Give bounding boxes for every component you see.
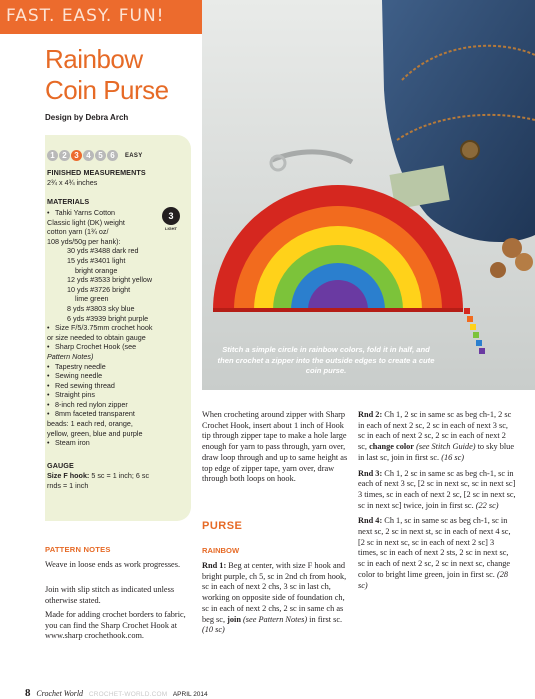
purse-heading: PURSE: [202, 520, 243, 532]
materials-heading: MATERIALS: [47, 197, 90, 206]
title-line-1: Rainbow: [45, 44, 143, 74]
skill-dot-5: 5: [95, 150, 106, 161]
round-1-count: (10 sc): [202, 625, 225, 635]
materials-item: • Steam iron: [47, 438, 187, 448]
materials-item: • 8mm faceted transparent: [47, 409, 187, 419]
product-photo: [202, 0, 535, 390]
magazine-name: Crochet World: [36, 689, 84, 698]
materials-item: or size needed to obtain gauge: [47, 332, 146, 342]
gauge-heading: GAUGE: [47, 461, 74, 470]
materials-item: 30 yds #3488 dark red: [67, 246, 139, 256]
skill-dot-6: 6: [107, 150, 118, 161]
round-1: [202, 561, 352, 636]
pattern-notes-heading: PATTERN NOTES: [45, 545, 111, 554]
page-footer: [25, 687, 208, 699]
round-3-count: (22 sc): [475, 500, 499, 510]
round-2-end: to sky blue in last sc, join in first sc.: [358, 442, 515, 462]
magazine-url: CROCHET-WORLD.COM: [88, 691, 168, 698]
materials-item: 10 yds #3726 bright: [67, 284, 131, 294]
yarn-weight-icon: 3: [162, 207, 180, 225]
materials-item: lime green: [75, 294, 109, 304]
materials-item: bright orange: [75, 265, 118, 275]
skill-dot-4: 4: [83, 150, 94, 161]
finished-measurements-heading: FINISHED MEASUREMENTS: [47, 168, 146, 177]
rainbow-subheading: RAINBOW: [202, 546, 240, 555]
materials-item: • Tapestry needle: [47, 362, 187, 372]
materials-item: • Red sewing thread: [47, 381, 187, 391]
header-banner: [0, 0, 202, 34]
page-title: [45, 44, 195, 106]
skill-dot-2: 2: [59, 150, 70, 161]
sharp-hook-instructions: When crocheting around zipper with Sharp Crochet Hook, insert about 1 inch of Hook tip through zipper tape to make a hole large enough for yarn to pass through, yarn over, draw loop through and up to same height as top edge of zipper tape, yarn over, draw through both loops on hook.: [202, 410, 348, 484]
materials-item: 12 yds #3533 bright yellow: [67, 275, 153, 285]
header-tagline: FAST. EASY. FUN!: [6, 6, 165, 26]
page-number: 8: [25, 687, 31, 699]
jeans-button: [461, 141, 479, 159]
gauge-text: [47, 471, 187, 480]
gauge-hook-label: Size F hook:: [47, 471, 90, 480]
materials-item: • Tahki Yarns Cotton: [47, 208, 187, 218]
photo-caption: Stitch a simple circle in rainbow colors, fold it in half, and then crochet a zipper into the outside edges to create a cute coin purse.: [217, 345, 435, 375]
round-3: [358, 469, 516, 512]
materials-item: • Straight pins: [47, 390, 187, 400]
coin-purse-photo-illustration: [202, 0, 535, 390]
materials-item: 6 yds #3939 bright purple: [67, 313, 149, 323]
round-1-label: Rnd 1:: [202, 561, 227, 570]
yarn-weight-label: LIGHT: [165, 226, 177, 231]
round-2: [358, 410, 516, 464]
skill-level-label: EASY: [125, 152, 143, 159]
materials-item: • Sewing needle: [47, 371, 187, 381]
round-4-label: Rnd 4:: [358, 516, 383, 526]
round-4: [358, 516, 516, 591]
skill-level-indicator: [47, 150, 143, 161]
round-1-end: in first sc.: [307, 614, 343, 624]
materials-item: 8 yds #3803 sky blue: [67, 303, 135, 313]
round-2-note: (see Stitch Guide): [414, 442, 476, 452]
skill-dot-1: 1: [47, 150, 58, 161]
round-3-label: Rnd 3:: [358, 468, 383, 478]
pattern-note-1: Weave in loose ends as work progresses.: [45, 560, 181, 569]
round-2-label: Rnd 2:: [358, 410, 383, 419]
round-2-count: (16 sc): [441, 452, 465, 462]
materials-item: 108 yds/50g per hank):: [47, 236, 121, 246]
gauge-value: 5 sc = 1 inch; 6 sc: [91, 471, 150, 480]
issue-date: APRIL 2014: [172, 691, 208, 698]
round-2-text: Ch 1, 2 sc in same sc as beg ch-1, 2 sc in each of next 2 sc, 2 sc in each of next 3 sc, sc in each of next 2 sc, 2 sc in each of next 2 sc,: [358, 410, 512, 452]
round-1-join: join: [227, 614, 241, 624]
materials-item: cotton yarn (1¾ oz/: [47, 227, 109, 237]
materials-item: Classic light (DK) weight: [47, 217, 125, 227]
materials-item: • Size F/5/3.75mm crochet hook: [47, 323, 187, 333]
materials-item: Pattern Notes): [47, 351, 94, 361]
round-1-text: Beg at center, with size F hook and bright purple, ch 5, sc in 2nd ch from hook, sc in each of next 2 chs, 3 sc in last ch, working on opposite side of foundation ch, sc in each of next 2 chs, 2 sc in same ch as beg sc,: [202, 561, 347, 624]
materials-item: • 8-inch red nylon zipper: [47, 400, 187, 410]
round-3-text: Ch 1, 2 sc in same sc as beg ch-1, sc in each of next 3 sc, [2 sc in next sc, sc in next sc] 3 times, sc in each of next 2 sc, [2 sc in next sc, sc in next sc] twice, join in first sc.: [358, 468, 516, 510]
finished-measurements-value: 2¾ x 4¾ inches: [47, 178, 98, 187]
title-line-2: Coin Purse: [45, 75, 169, 105]
round-1-note: (see Pattern Notes): [240, 614, 308, 624]
gauge-value-2: rnds = 1 inch: [47, 481, 89, 490]
materials-item: beads: 1 each red, orange,: [47, 419, 133, 429]
materials-item: 15 yds #3401 light: [67, 255, 126, 265]
designer-byline: Design by Debra Arch: [45, 113, 129, 122]
round-4-count: (28 sc): [358, 569, 509, 590]
pattern-note-3: Made for adding crochet borders to fabric, you can find the Sharp Crochet Hook at www.sharp crochethook.com.: [45, 610, 186, 641]
pattern-note-2: Join with slip stitch as indicated unless otherwise stated.: [45, 585, 175, 605]
materials-item: yellow, green, blue and purple: [47, 428, 143, 438]
round-4-text: Ch 1, sc in same sc as beg ch-1, sc in next sc, 2 sc in next st, sc in each of next 4 sc, [2 sc in next sc, sc in each of next 2 sc] 3 times, sc in each of next 2 sts, 2 sc in next sc, sc in each of next 2 sc, 2 sc in next sc, change color to bright lime green, join in first sc.: [358, 516, 511, 579]
materials-list: [47, 208, 187, 448]
rounds-column: [358, 410, 516, 596]
round-2-change-color: change color: [369, 442, 414, 452]
skill-dot-3: 3: [71, 150, 82, 161]
materials-item: • Sharp Crochet Hook (see: [47, 342, 187, 352]
